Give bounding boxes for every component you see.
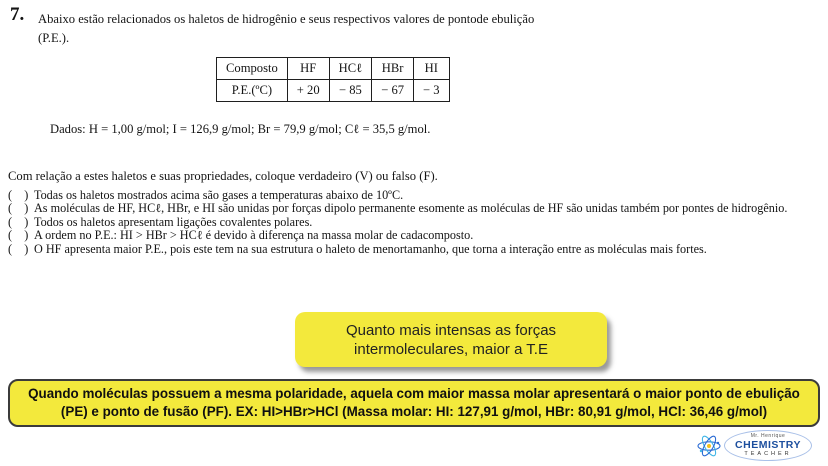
statements-list [8,189,822,256]
bottom-banner [8,379,820,427]
table-cell-hf: HF [287,58,329,80]
table-header-row [217,58,450,80]
logo-title: CHEMISTRY [735,439,801,451]
statement-text: A ordem no P.E.: HI > HBr > HCℓ é devido à diferença na massa molar de cadacomposto. [34,228,474,243]
logo-text [724,430,812,461]
table-cell-hbr: HBr [372,58,414,80]
statement-text: Todas os haletos mostrados acima são gases a temperaturas abaixo de 10ºC. [34,188,404,202]
boiling-point-table [216,57,450,102]
callout-box [295,312,607,367]
table-values-row [217,80,450,102]
logo-subtitle: TEACHER [744,451,792,457]
table-cell-pe-hbr: − 67 [372,80,414,102]
table-cell-hcl: HCℓ [329,58,372,80]
table-cell-composto: Composto [217,58,288,80]
atom-icon [696,431,722,461]
table-cell-pe-hf: + 20 [287,80,329,102]
banner-text: Quando moléculas possuem a mesma polaridade, aquela com maior massa molar apresentará o maior ponto de ebulição (PE) e ponto de fusão (PF). EX: HI>HBr>HCl (Massa molar: HI: 127,91 g/mol, HBr: 80,91 g/mol, HCl: 36,46 g/mol) [28,386,800,419]
answer-blank: ( ) [8,201,29,216]
instruction-text: Com relação a estes haletos e suas propriedades, coloque verdadeiro (V) ou falso (F). [8,169,438,183]
table-cell-pe-hcl: − 85 [329,80,372,102]
answer-blank: ( ) [8,241,29,256]
question-intro [38,10,783,48]
statement-text: O HF apresenta maior P.E., pois este tem na sua estrutura o haleto de menortamanho, que torna a interação entre as moléculas mais fortes. [34,241,707,256]
question-intro-line1: Abaixo estão relacionados os haletos de hidrogênio e seus respectivos valores de pontode ebulição [38,12,535,26]
answer-blank: ( ) [8,228,29,243]
statement-item-1 [8,189,822,202]
statement-item-3 [8,216,822,229]
question-intro-line2: (P.E.). [38,31,70,45]
chemistry-teacher-logo [696,430,812,461]
molar-mass-data: Dados: H = 1,00 g/mol; I = 126,9 g/mol; Br = 79,9 g/mol; Cℓ = 35,5 g/mol. [50,122,431,136]
table-cell-pe-hi: − 3 [414,80,450,102]
table-cell-pe-label: P.E.(ºC) [217,80,288,102]
question-number: 7. [10,4,25,25]
statement-text: Todos os haletos apresentam ligações covalentes polares. [34,214,313,229]
answer-blank: ( ) [8,214,29,229]
statement-item-5 [8,243,822,256]
answer-blank: ( ) [8,188,29,202]
table-cell-hi: HI [414,58,450,80]
callout-text: Quanto mais intensas as forças intermoleculares, maior a T.E [345,321,557,358]
statement-text: As moléculas de HF, HCℓ, HBr, e HI são unidas por forças dipolo permanente esomente as moléculas de HF são unidas também por pontes de hidrogênio. [34,201,788,216]
statement-item-4 [8,229,822,242]
logo-tagline: Mr. Henrique [750,433,786,439]
statement-item-2 [8,202,822,215]
